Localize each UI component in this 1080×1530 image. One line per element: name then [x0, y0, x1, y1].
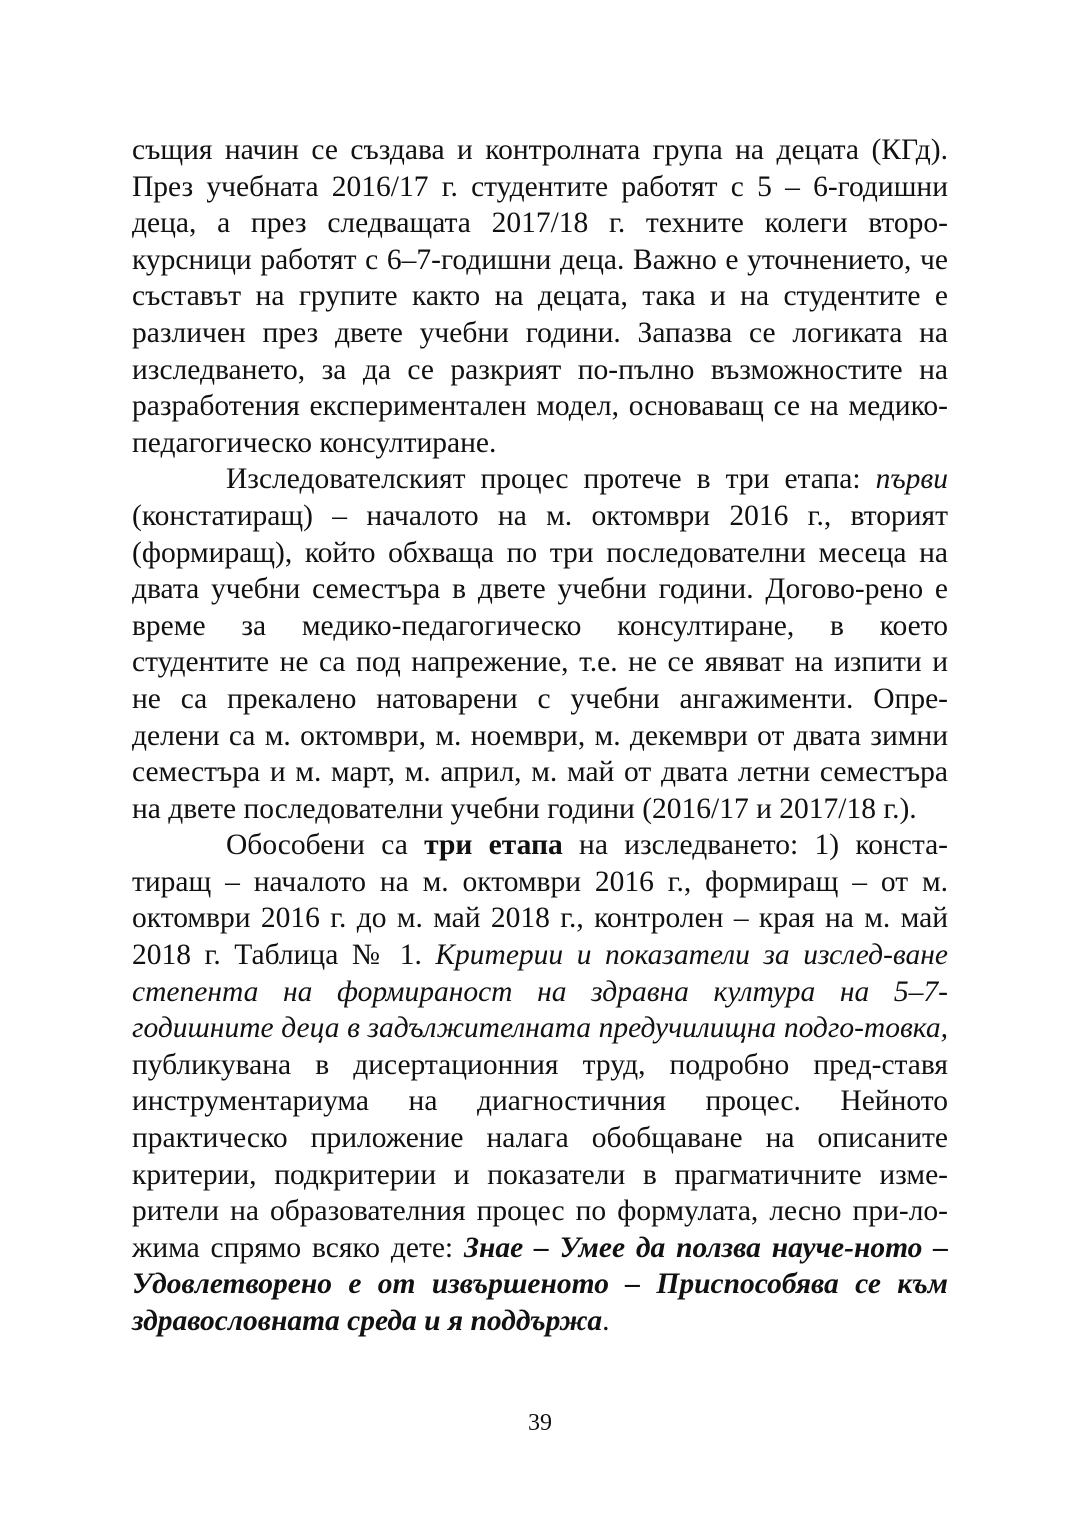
paragraph-3-part-1: Обособени са [226, 829, 425, 862]
paragraph-2-part-1: Изследователският процес протече в три етапа: [226, 463, 876, 496]
paragraph-2-italic: първи [875, 463, 948, 496]
paragraph-3-bold: три етапа [424, 829, 563, 862]
paragraph-3-table-title: Критерии и показатели за изслед-ване степента на формираност на здравна култура на 5–7-годишните деца в задължителната предучилищна подго-товка, [132, 939, 948, 1045]
paragraph-3 [132, 827, 948, 1339]
paragraph-2 [132, 461, 948, 827]
paragraph-3-ending: . [602, 1305, 610, 1337]
paragraph-1-text: същия начин се създава и контролната група на децата (КГд). През учебната 2016/17 г. студентите работят с 5 – 6-годишни деца, а през следващата 2017/18 г. техните колеги второ-курсници работят с 6–7-годишни деца. Важно е уточнението, че съставът на групите както на децата, така и на студентите е различен през двете учебни години. Запазва се логиката на изследването, за да се разкрият по-пълно възможностите на разработения експериментален модел, основаващ се на медико-педагогическо консултиране. [132, 134, 948, 459]
paragraph-3-part-3: публикувана в дисертационния труд, подробно пред-ставя инструментариума на диагностичния процес. Нейното практическо приложение налага обобщаване на описаните критерии, подкритерии и показатели в прагматичните изме-рители на образователния процес по формулата, лесно при-ло-жима спрямо всяко дете: [132, 1048, 948, 1264]
paragraph-2-part-2: (констатиращ) – началото на м. октомври 2016 г., вторият (формиращ), който обхваща по три последователни месеца на двата учебни семестъра в двете учебни години. Догово-рено е време за медико-педагогическо консултиране, в което студентите не са под напрежение, т.е. не се явяват на изпити и не са прекалено натоварени с учебни ангажименти. Опре-делени са м. октомври, м. ноември, м. декември от двата зимни семестъра и м. март, м. април, м. май от двата летни семестъра на двете последователни учебни години (2016/17 и 2017/18 г.). [132, 499, 948, 825]
paragraph-1 [132, 132, 948, 461]
paragraph-3-part-2: на изследването: 1) конста-тиращ – началото на м. октомври 2016 г., формиращ – от м. октомври 2016 г. до м. май 2018 г., контролен – края на м. май 2018 г. Таблица № 1. [132, 829, 948, 972]
page-number: 39 [528, 1410, 552, 1436]
body-text [132, 132, 948, 1340]
paragraph-3-formula: Знае – Умее да ползва науче-ното – Удовлетворено е от извършеното – Приспособява се към здравословната среда и я поддържа [132, 1231, 948, 1337]
